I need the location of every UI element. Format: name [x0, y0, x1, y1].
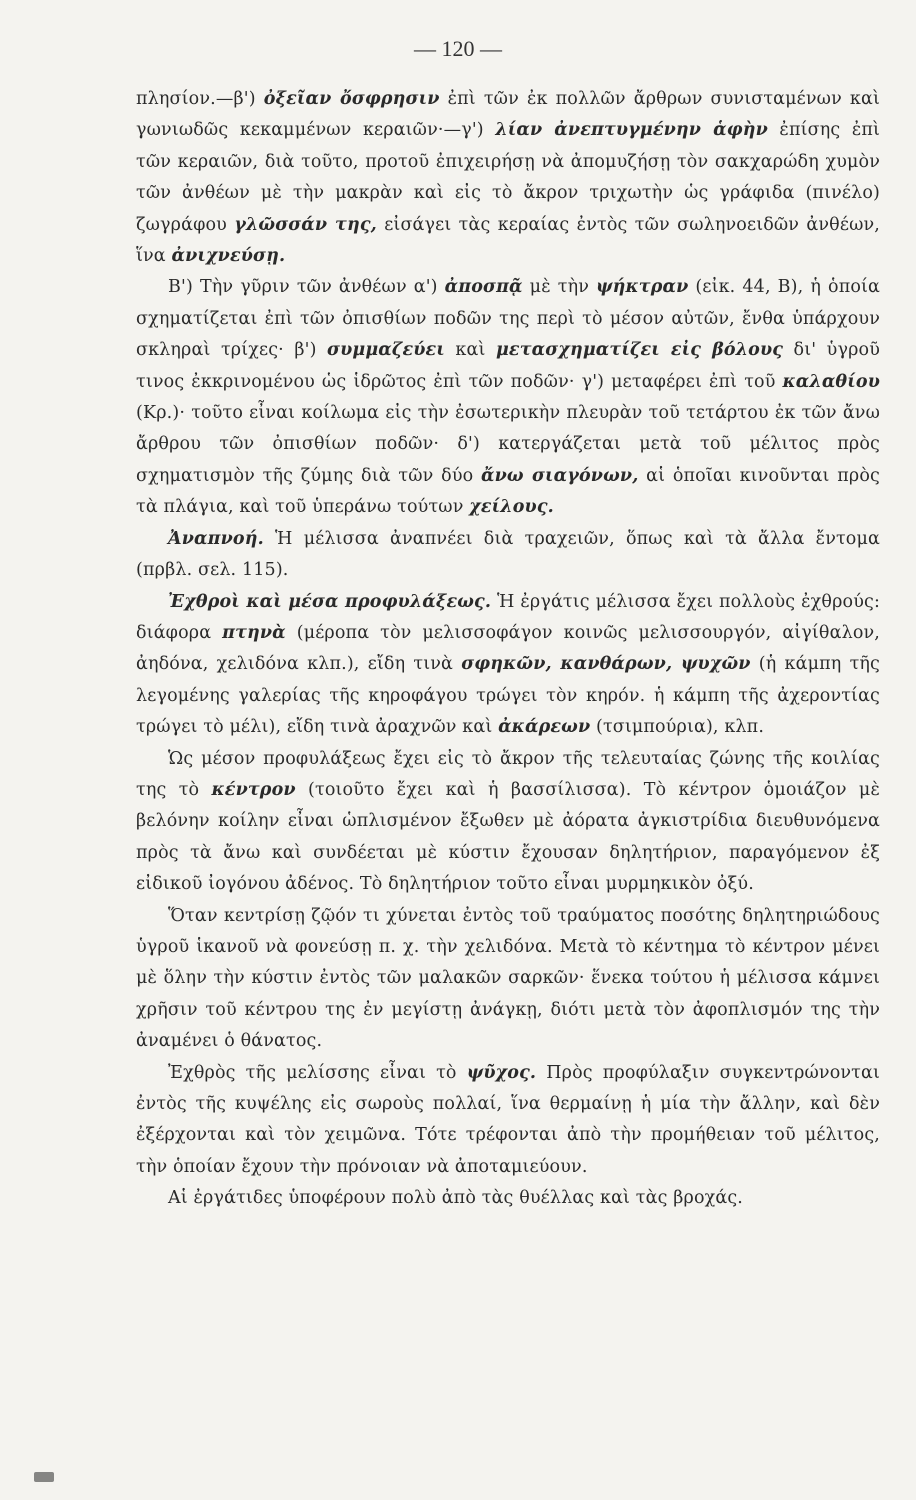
emphasized-term: Ἐχθροὶ καὶ μέσα προφυλάξεως. [168, 591, 492, 612]
text-run: δι' ὑγροῦ τινος ἐκκρινομένου ὡς ἱδρῶτος ἐπὶ τῶν ποδῶν· γ') μεταφέρει ἐπὶ τοῦ [136, 340, 880, 392]
text-run: (εἰκ. 44, Β), ἡ ὁποία σχηματίζεται ἐπὶ τῶν ὀπισθίων ποδῶν της περὶ τὸ μέσον αὐτῶν, ἔνθα ὑπάρχουν σκληραὶ τρίχες· β') [136, 277, 881, 361]
text-run: (Κρ.)· τοῦτο εἶναι κοίλωμα εἰς τὴν ἐσωτερικὴν πλευρὰν τοῦ τετάρτου ἐκ τῶν ἄνω ἄρθρου τῶν ὀπισθίων ποδῶν· δ') κατεργάζεται μετὰ τοῦ μέλιτος πρὸς σχηματισμὸν τῆς ζύμης διὰ τῶν δύο [136, 403, 880, 486]
paragraph [136, 84, 880, 272]
emphasized-term: πτηνὰ [222, 622, 286, 643]
emphasized-term: μετασχηματίζει εἰς βόλους [495, 340, 784, 361]
emphasized-term: σφηκῶν, κανθάρων, ψυχῶν [461, 654, 751, 675]
text-run: εἰσάγει τὰς κεραίας ἐντὸς τῶν σωληνοειδῶν ἀνθέων, ἵνα [136, 214, 880, 267]
emphasized-term: συμμαζεύει [327, 340, 445, 361]
text-run: αἱ ὁποῖαι κινοῦνται πρὸς τὰ πλάγια, καὶ τοῦ ὑπεράνω τούτων [136, 465, 880, 518]
paragraph [136, 1183, 880, 1214]
text-run: (τσιμπούρια), κλπ. [590, 717, 765, 738]
text-run: καὶ [444, 340, 496, 361]
text-run: Ἡ μέλισσα ἀναπνέει διὰ τραχειῶν, ὅπως καὶ τὰ ἄλλα ἔντομα (πρβλ. σελ. 115). [136, 528, 880, 581]
text-run: (ἡ κάμπη τῆς λεγομένης γαλερίας τῆς κηροφάγου τρώγει τὸν κηρόν. ἡ κάμπη τῆς ἀχεροντίας τρώγει τὸ μέλι), εἴδη τινὰ ἀραχνῶν καὶ [136, 654, 880, 738]
text-run: Ὅταν κεντρίσῃ ζῷόν τι χύνεται ἐντὸς τοῦ τραύματος ποσότης δηλητηριώδους ὑγροῦ ἱκανοῦ νὰ φονεύσῃ π. χ. τὴν χελιδόνα. Μετὰ τὸ κέντημα τὸ κέντρον μένει μὲ ὅλην τὴν κύστιν ἐντὸς τῶν μαλακῶν σαρκῶν· ἕνεκα τούτου ἡ μέλισσα κάμνει χρῆσιν τοῦ κέντρου της ἐν μεγίστῃ ἀνάγκῃ, διότι μετὰ τὸν ἀφοπλισμόν της τὴν ἀναμένει ὁ θάνατος. [136, 905, 880, 1052]
paragraph [136, 901, 880, 1058]
paragraph [136, 587, 880, 744]
text-run: Ὡς μέσον προφυλάξεως ἔχει εἰς τὸ ἄκρον τῆς τελευταίας ζώνης τῆς κοιλίας της τὸ [136, 748, 880, 800]
body-text [136, 84, 880, 1215]
emphasized-term: ἄνω σιαγόνων, [481, 465, 639, 486]
text-run: μὲ τὴν [522, 277, 596, 298]
text-run: Πρὸς προφύλαξιν συγκεντρώνονται ἐντὸς τῆς κυψέλης εἰς σωροὺς πολλαί, ἵνα θερμαίνῃ ἡ μία τὴν ἄλλην, καὶ δὲν ἐξέρχονται καὶ τὸν χειμῶνα. Τότε τρέφονται ἀπὸ τὴν προμήθειαν τοῦ μέλιτος, τὴν ὁποίαν ἔχουν τὴν πρόνοιαν νὰ ἀποταμιεύουν. [136, 1062, 880, 1177]
text-run: (μέροπα τὸν μελισσοφάγον κοινῶς μελισσουργόν, αἰγίθαλον, ἀηδόνα, χελιδόνα κλπ.), εἴδη τινὰ [136, 622, 881, 675]
text-run: Αἱ ἐργάτιδες ὑποφέρουν πολὺ ἀπὸ τὰς θυέλλας καὶ τὰς βροχάς. [168, 1188, 744, 1209]
scan-blemish [34, 1472, 54, 1482]
emphasized-term: Ἀναπνοή. [168, 528, 264, 549]
emphasized-term: ψῦχος. [466, 1062, 537, 1083]
paragraph [136, 1058, 880, 1184]
page-number: — 120 — [414, 36, 502, 61]
emphasized-term: ἀποσπᾷ [444, 277, 523, 298]
emphasized-term: λίαν ἀνεπτυγμένην ἁφὴν [495, 120, 768, 141]
emphasized-term: ὀξεῖαν ὄσφρησιν [263, 89, 440, 109]
emphasized-term: χείλους. [469, 497, 554, 518]
text-run: Β') Τὴν γῦριν τῶν ἀνθέων α') [168, 277, 445, 298]
text-run: Ἐχθρὸς τῆς μελίσσης εἶναι τὸ [168, 1062, 467, 1083]
emphasized-term: ψήκτραν [596, 277, 689, 298]
paragraph [136, 524, 880, 587]
text-run: πλησίον.—β') [136, 89, 264, 109]
emphasized-term: γλῶσσάν της, [234, 214, 377, 235]
paragraph [136, 744, 880, 901]
text-run: ἐπίσης ἐπὶ τῶν κεραιῶν, διὰ τοῦτο, προτοῦ ἐπιχειρήσῃ νὰ ἀπομυζήσῃ τὸν σακχαρώδη χυμὸν τῶν ἀνθέων μὲ τὴν μακρὰν καὶ εἰς τὸ ἄκρον τριχωτὴν ὡς γράφιδα (πινέλο) ζωγράφου [136, 120, 881, 235]
text-run: Ἡ ἐργάτις μέλισσα ἔχει πολλοὺς ἐχθρούς: διάφορα [136, 591, 881, 643]
text-run: ἐπὶ τῶν ἐκ πολλῶν ἄρθρων συνισταμένων καὶ γωνιωδῶς κεκαμμένων κεραιῶν·—γ') [136, 89, 881, 141]
paragraph [136, 272, 880, 523]
text-run: (τοιοῦτο ἔχει καὶ ἡ βασσίλισσα). Τὸ κέντρον ὁμοιάζον μὲ βελόνην κοίλην εἶναι ὡπλισμένον ἔξωθεν μὲ ἀόρατα ἀγκιστρίδια διευθυνόμενα πρὸς τὰ ἄνω καὶ συνδέεται μὲ κύστιν ἔχουσαν δηλητήριον, παραγόμενον ἐξ εἰδικοῦ ἰογόνου ἀδένος. Τὸ δηλητήριον τοῦτο εἶναι μυρμηκικὸν ὀξύ. [136, 779, 880, 895]
emphasized-term: κέντρον [211, 779, 296, 800]
emphasized-term: ἀκάρεων [498, 717, 591, 738]
emphasized-term: καλαθίου [782, 371, 880, 392]
emphasized-term: ἀνιχνεύσῃ. [171, 246, 286, 267]
